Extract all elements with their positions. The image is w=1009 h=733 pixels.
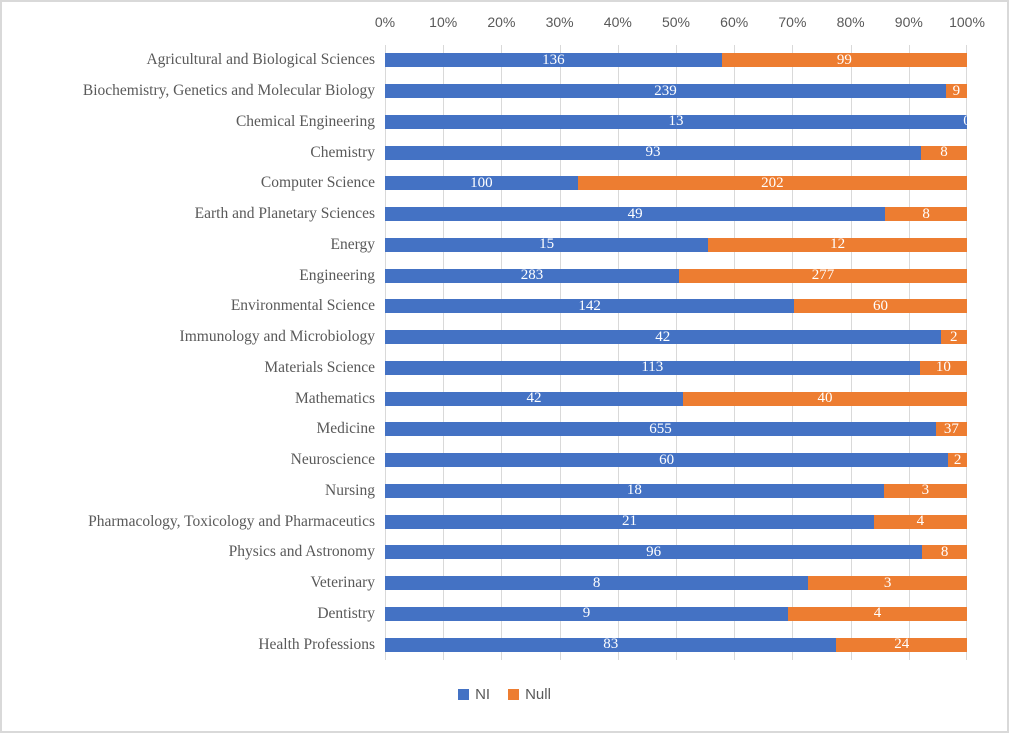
bar-value-label: 96 [646,543,662,560]
bar-value-label: 15 [539,236,555,253]
bar-value-label: 10 [935,359,951,376]
bar-segment-ni [385,422,936,436]
bar-row [385,168,967,199]
x-axis [374,2,985,45]
category-label: Energy [330,235,375,253]
bar-stack [385,638,967,652]
bar-segment-null [948,453,967,467]
bar-stack [385,422,967,436]
bar-value-label: 277 [811,267,835,284]
bar-stack [385,84,967,98]
x-axis-tick-label: 20% [487,14,516,30]
category-label: Immunology and Microbiology [179,328,375,346]
bar-value-label: 8 [592,574,601,591]
bar-value-label: 83 [603,636,619,653]
bar-stack [385,176,967,190]
category-label: Dentistry [317,604,375,622]
bar-segment-null [708,238,967,252]
bar-segment-ni [385,361,920,375]
bar-segment-ni [385,515,874,529]
bar-segment-ni [385,638,836,652]
bar-value-label: 3 [883,574,892,591]
legend-item-ni [458,686,490,703]
bar-stack [385,607,967,621]
bar-row [385,45,967,76]
x-axis-tick-label: 30% [545,14,574,30]
bar-segment-null [794,299,967,313]
x-axis-tick-label: 0% [374,14,396,30]
bar-row [385,599,967,630]
bar-row [385,629,967,660]
bar-value-label: 239 [654,82,677,99]
bar-value-label: 142 [578,297,601,314]
bar-stack [385,330,967,344]
category-label: Biochemistry, Genetics and Molecular Biology [82,82,375,100]
category-label: Health Professions [258,635,375,653]
bar-value-label: 8 [940,543,949,560]
bar-value-label: 40 [817,390,833,407]
bar-value-label: 21 [621,513,637,530]
category-label: Computer Science [260,174,375,192]
category-label: Physics and Astronomy [228,543,375,561]
bar-segment-null [920,361,967,375]
category-label: Chemical Engineering [235,112,375,130]
bar-row [385,414,967,445]
bars-column [385,45,971,660]
bar-segment-ni [385,84,946,98]
bar-value-label: 49 [627,205,643,222]
bar-row [385,107,971,138]
bar-value-label: 9 [952,82,961,99]
bar-value-label: 655 [649,420,672,437]
bar-value-label: 283 [520,267,544,284]
bar-stack [385,113,971,130]
bar-value-label: 12 [830,236,846,253]
bar-segment-null [874,515,967,529]
category-axis-labels [2,45,385,660]
bar-segment-null [946,84,967,98]
bar-segment-ni [385,576,808,590]
bar-segment-null [836,638,967,652]
bar-value-label: 2 [953,451,962,468]
bar-stack [385,238,967,252]
bar-value-label: 3 [921,482,930,499]
bar-segment-null [884,484,967,498]
bar-segment-null [683,392,967,406]
category-label: Agricultural and Biological Sciences [146,51,375,69]
bar-stack [385,453,967,467]
bar-value-label: 100 [470,174,493,191]
bar-value-label: 18 [626,482,642,499]
bar-stack [385,392,967,406]
x-axis-tick-label: 60% [720,14,749,30]
bar-value-label: 99 [836,51,852,68]
category-label: Environmental Science [230,297,375,315]
legend-item-null [508,686,551,703]
category-label: Mathematics [294,389,375,407]
category-label: Nursing [325,481,375,499]
bar-stack [385,515,967,529]
bar-segment-ni [385,113,971,130]
bar-row [385,137,967,168]
bar-value-label: 8 [922,205,930,222]
bar-value-label: 60 [873,297,889,314]
bar-stack [385,545,967,559]
bar-row [385,506,967,537]
bar-segment-null [941,330,967,344]
legend-swatch-icon [508,689,519,700]
bar-segment-ni [385,392,683,406]
category-label: Pharmacology, Toxicology and Pharmaceutics [88,512,375,530]
bar-value-label: 24 [894,636,910,653]
bar-segment-ni [385,269,679,283]
bar-row [385,322,967,353]
bar-segment-null [722,53,967,67]
bar-segment-ni [385,545,922,559]
bar-segment-ni [385,53,722,67]
x-axis-tick-label: 10% [429,14,458,30]
category-label: Materials Science [264,358,375,376]
category-label: Earth and Planetary Sciences [194,205,375,223]
bar-value-label: 113 [641,359,664,376]
bar-segment-null [788,607,967,621]
bar-value-label: 202 [761,174,784,191]
bar-segment-null [578,176,967,190]
bar-row [385,383,967,414]
bar-row [385,445,967,476]
bar-segment-ni [385,176,578,190]
legend [2,686,1007,703]
bar-stack [385,269,967,283]
bar-row [385,260,967,291]
bar-segment-ni [385,484,884,498]
category-label: Engineering [299,266,375,284]
bar-row [385,199,967,230]
bar-stack [385,299,967,313]
bar-value-label: 93 [645,144,661,161]
bar-stack [385,53,967,67]
bar-value-label: 2 [950,328,958,345]
bar-row [385,76,967,107]
bar-segment-ni [385,146,921,160]
legend-label: Null [525,686,551,703]
category-label: Veterinary [310,574,375,592]
bar-segment-ni [385,207,885,221]
bar-value-label: 9 [582,605,591,622]
plot-area [385,45,971,660]
category-label: Medicine [316,420,375,438]
bar-value-label: 13 [668,113,684,130]
bar-value-label: 60 [659,451,675,468]
x-axis-tick-label: 50% [661,14,691,30]
x-axis-tick-label: 100% [949,14,985,30]
bar-row [385,537,967,568]
bar-stack [385,484,967,498]
category-label: Neuroscience [290,451,375,469]
category-label: Chemistry [310,143,375,161]
bar-row [385,353,967,384]
bar-value-label: 4 [916,513,925,530]
bar-stack [385,576,967,590]
bar-segment-null [936,422,967,436]
bar-stack [385,361,967,375]
bar-value-label: 42 [655,328,671,345]
bar-stack [385,146,967,160]
bar-value-label: 0 [963,113,971,130]
x-axis-tick-label: 80% [836,14,865,30]
bar-row [385,568,967,599]
bar-value-label: 136 [542,51,565,68]
bar-row [385,476,967,507]
bar-segment-ni [385,453,948,467]
bar-segment-ni [385,299,794,313]
bar-row [385,230,967,261]
bar-row [385,291,967,322]
bar-value-label: 42 [526,390,542,407]
bar-segment-null [885,207,967,221]
bar-value-label: 4 [873,605,882,622]
x-axis-tick-label: 40% [603,14,632,30]
x-axis-tick-label: 70% [778,14,807,30]
bar-segment-ni [385,607,788,621]
chart-body [2,45,971,660]
bar-stack [385,207,967,221]
legend-label: NI [475,686,491,703]
bar-segment-null [808,576,967,590]
x-axis-tick-label: 90% [894,14,923,30]
bar-segment-null [921,146,967,160]
bar-segment-null [679,269,967,283]
bar-value-label: 37 [943,420,959,437]
bar-segment-ni [385,330,941,344]
bar-value-label: 8 [940,144,948,161]
bar-segment-null [922,545,967,559]
legend-swatch-icon [458,689,469,700]
bar-segment-ni [385,238,708,252]
